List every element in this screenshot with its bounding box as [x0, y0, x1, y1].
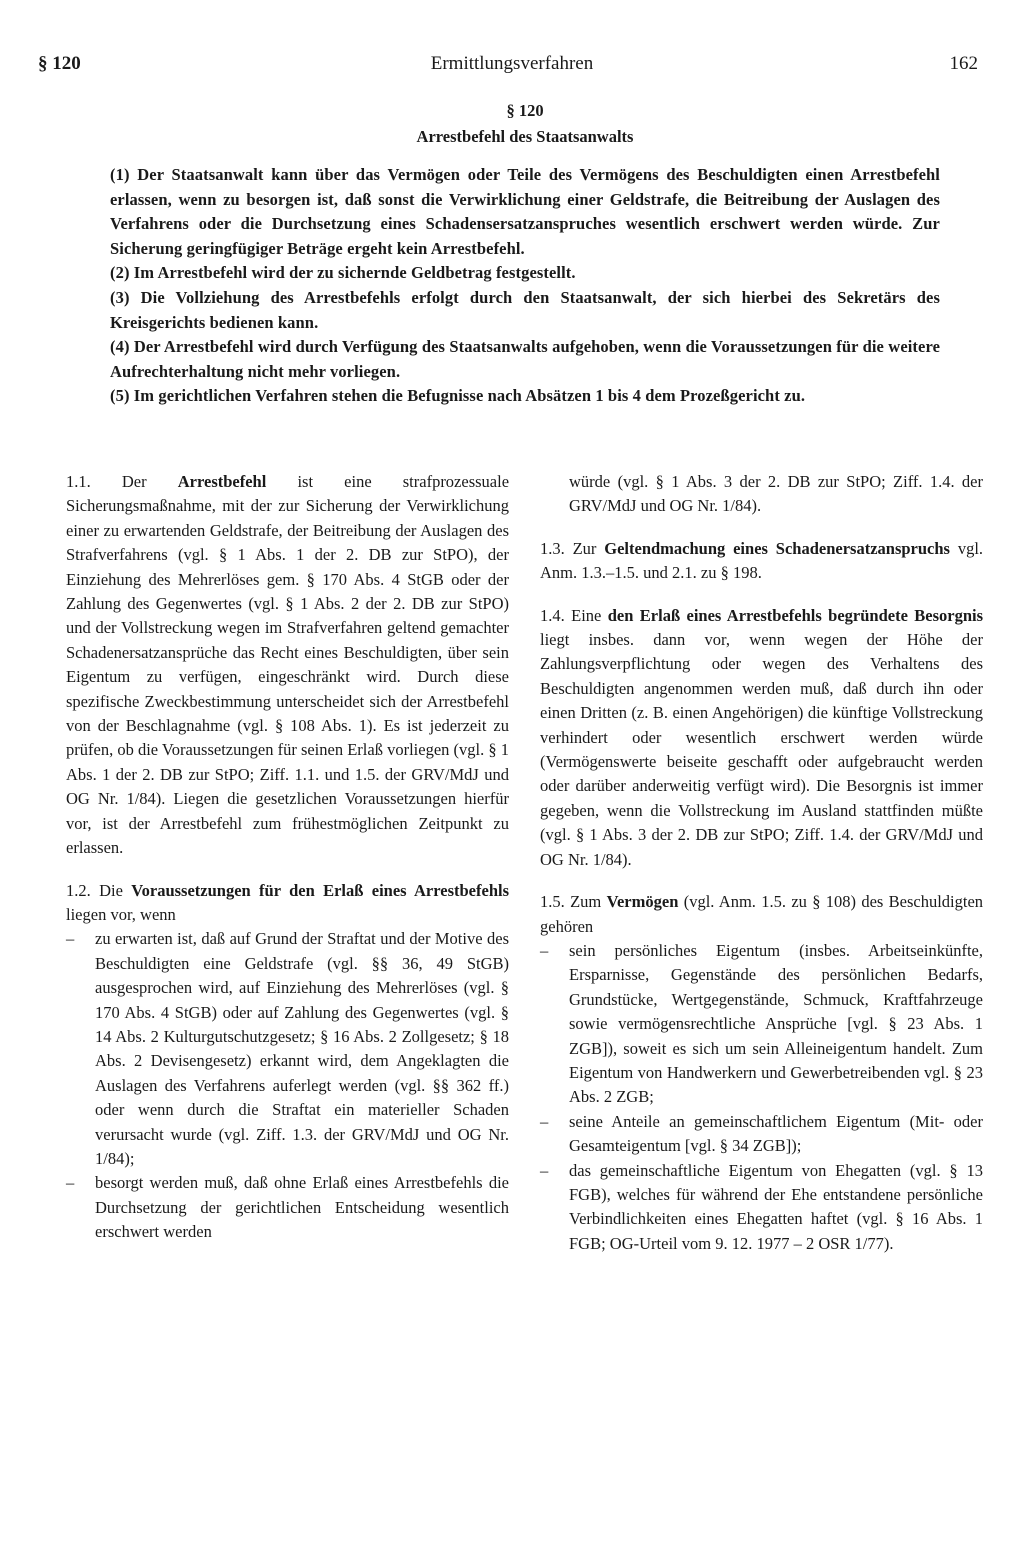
list-item	[540, 1159, 983, 1257]
statute-title: Arrestbefehl des Staatsanwalts	[416, 127, 634, 146]
list-item-text: besorgt werden muß, daß ohne Erlaß eines Arrestbefehls die Durchsetzung der gerichtlichen Entscheidung wesentlich erschwert werden	[95, 1173, 509, 1242]
note-keyword: Vermögen	[606, 892, 679, 912]
note-1-1	[66, 470, 509, 861]
note-text: Eine	[571, 605, 602, 625]
note-text: Die	[99, 880, 123, 900]
list-item-continuation: würde (vgl. § 1 Abs. 3 der 2. DB zur StPO; Ziff. 1.4. der GRV/MdJ und OG Nr. 1/84).	[569, 472, 983, 516]
note-text: ist eine strafprozessuale Sicherungsmaßnahme, mit der zur Sicherung der Verwirklichung einer zu erwartenden Geldstrafe, der Beitreibung der Auslagen des Strafverfahrens (vgl. § 1 Abs. 1 der 2. DB zur StPO), der Einziehung des Mehrerlöses gem. § 170 Abs. 4 StGB oder der Zahlung des Gegenwertes (vgl. § 1 Abs. 2 der 2. DB zur StPO) und der Vollstreckung wegen im Strafverfahren geltend gemachter Schadenersatzansprüche das Recht eines Beschuldigten, über sein Eigentum zu verfügen, eingeschränkt wird. Durch diese spezifische Zweckbestimmung unterscheidet sich der Arrestbefehl von der Beschlagnahme (vgl. § 108 Abs. 1). Es ist jederzeit zu prüfen, ob die Voraussetzungen für seinen Erlaß vorliegen (vgl. § 1 Abs. 1 der 2. DB zur StPO; Ziff. 1.1. und 1.5. der GRV/MdJ und OG Nr. 1/84). Liegen die gesetzlichen Voraussetzungen hierfür vor, ist der Arrestbefehl zum frühestmöglichen Zeitpunkt zu erlassen.	[66, 472, 510, 858]
list-item	[540, 1110, 983, 1159]
statute-text	[110, 98, 940, 409]
note-number: 1.3.	[540, 538, 565, 558]
note-1-3	[540, 537, 983, 586]
statute-section-number: § 120	[506, 101, 544, 120]
dash-marker: –	[540, 1160, 549, 1180]
commentary-right-column	[540, 470, 983, 1274]
note-number: 1.4.	[540, 605, 565, 625]
list-item	[66, 1171, 509, 1244]
note-number: 1.1.	[66, 472, 91, 491]
list-item-text: das gemeinschaftliche Eigentum von Ehegatten (vgl. § 13 FGB), welches für während der Ehe entstandene persönliche Verbindlichkeiten eines Ehegatten haftet (vgl. § 16 Abs. 1 FGB; OG-Urteil vom 9. 12. 1977 – 2 OSR 1/77).	[569, 1160, 983, 1253]
statute-paragraph-1: (1) Der Staatsanwalt kann über das Vermögen oder Teile des Vermögens des Beschuldigten einen Arrestbefehl erlassen, wenn zu besorgen ist, daß sonst die Verwirklichung einer Geldstrafe, die Beitreibung der Auslagen des Verfahrens oder die Durchsetzung eines Schadensersatzanspruches wesentlich erschwert werden würde. Zur Sicherung geringfügiger Beträge ergeht kein Arrestbefehl.	[110, 165, 940, 258]
statute-paragraph-5: (5) Im gerichtlichen Verfahren stehen die Befugnisse nach Absätzen 1 bis 4 dem Prozeßgericht zu.	[110, 386, 806, 406]
note-text: Zur	[572, 538, 597, 558]
note-1-5	[540, 890, 983, 1256]
statute-paragraph-4: (4) Der Arrestbefehl wird durch Verfügung des Staatsanwalts aufgehoben, wenn die Voraussetzungen für die weitere Aufrechterhaltung nicht mehr vorliegen.	[110, 337, 940, 381]
running-header-section: § 120	[38, 53, 81, 74]
note-number: 1.5.	[540, 892, 565, 912]
list-item	[66, 927, 509, 1171]
note-number: 1.2.	[66, 880, 91, 900]
asset-list	[540, 939, 983, 1256]
dash-marker: –	[540, 940, 549, 960]
list-item	[540, 939, 983, 1110]
note-text: liegen vor, wenn	[66, 904, 176, 924]
statute-paragraph-2: (2) Im Arrestbefehl wird der zu sichernde Geldbetrag festgestellt.	[110, 263, 576, 283]
commentary-left-column	[66, 470, 509, 1263]
note-text: liegt insbes. dann vor, wenn wegen der Höhe der Zahlungsverpflichtung oder wegen des Verhaltens des Beschuldigten angenommen werden muß, daß durch ihn oder einen Dritten (z. B. einen Angehörigen) die künftige Vollstreckung verhindert oder wesentlich erschwert werden würde (Vermögenswerte beiseite geschafft oder aufgebraucht werden oder darüber anderweitig verfügt wird). Die Besorgnis ist immer gegeben, wenn die Vollstreckung im Ausland stattfinden müßte (vgl. § 1 Abs. 3 der 2. DB zur StPO; Ziff. 1.4. der GRV/MdJ und OG Nr. 1/84).	[540, 630, 983, 869]
statute-paragraph-3: (3) Die Vollziehung des Arrestbefehls erfolgt durch den Staatsanwalt, der sich hierbei des Sekretärs des Kreisgerichts bedienen kann.	[110, 287, 940, 332]
note-1-2	[66, 879, 509, 1245]
note-keyword: Voraussetzungen für den Erlaß eines Arrestbefehls	[131, 880, 509, 900]
running-header-chapter: Ermittlungsverfahren	[430, 53, 594, 74]
note-keyword: Geltendmachung eines Schadenersatzanspruchs	[604, 538, 950, 558]
note-text: (vgl. Anm. 1.5. zu § 108) des Beschuldigten gehören	[540, 892, 984, 936]
note-text: Zum	[570, 892, 602, 912]
dash-marker: –	[540, 1111, 549, 1131]
dash-marker: –	[66, 929, 75, 949]
list-item-text: seine Anteile an gemeinschaftlichem Eigentum (Mit- oder Gesamteigentum [vgl. § 34 ZGB]);	[569, 1111, 983, 1156]
note-keyword: Arrestbefehl	[177, 472, 267, 491]
page-number: 162	[949, 53, 978, 74]
note-1-4	[540, 604, 983, 872]
dash-marker: –	[66, 1173, 75, 1193]
note-text: vgl. Anm. 1.3.–1.5. und 2.1. zu § 198.	[540, 538, 984, 583]
list-item-text: sein persönliches Eigentum (insbes. Arbeitseinkünfte, Ersparnisse, Gegenstände des persönlichen Bedarfs, Grundstücke, Wertgegenstände, Schmuck, Kraftfahrzeuge sowie vermögensrechtliche Ansprüche [vgl. § 23 Abs. 1 ZGB]), soweit es sich um sein Alleineigentum handelt. Zum Eigentum von Handwerkern und Gewerbetreibenden vgl. § 23 Abs. 2 ZGB;	[569, 940, 983, 1107]
note-keyword: den Erlaß eines Arrestbefehls begründete Besorgnis	[607, 605, 984, 625]
list-item-text: zu erwarten ist, daß auf Grund der Straftat und der Motive des Beschuldigten eine Geldstrafe (vgl. §§ 36, 49 StGB) ausgesprochen wird, auf Einziehung des Mehrerlöses (vgl. § 170 Abs. 4 StGB) oder auf Zahlung des Gegenwertes (vgl. § 14 Abs. 2 Kulturgutschutzgesetz; § 16 Abs. 2 Zollgesetz; § 18 Abs. 2 Devisengesetz) erkannt wird, dem Angeklagten die Auslagen des Verfahrens auferlegt werden (vgl. §§ 362 ff.) oder wenn durch die Straftat ein materieller Schaden verursacht wurde (vgl. Ziff. 1.3. der GRV/MdJ und OG Nr. 1/84);	[95, 929, 509, 1168]
condition-list	[66, 927, 509, 1244]
note-text: Der	[121, 472, 147, 491]
